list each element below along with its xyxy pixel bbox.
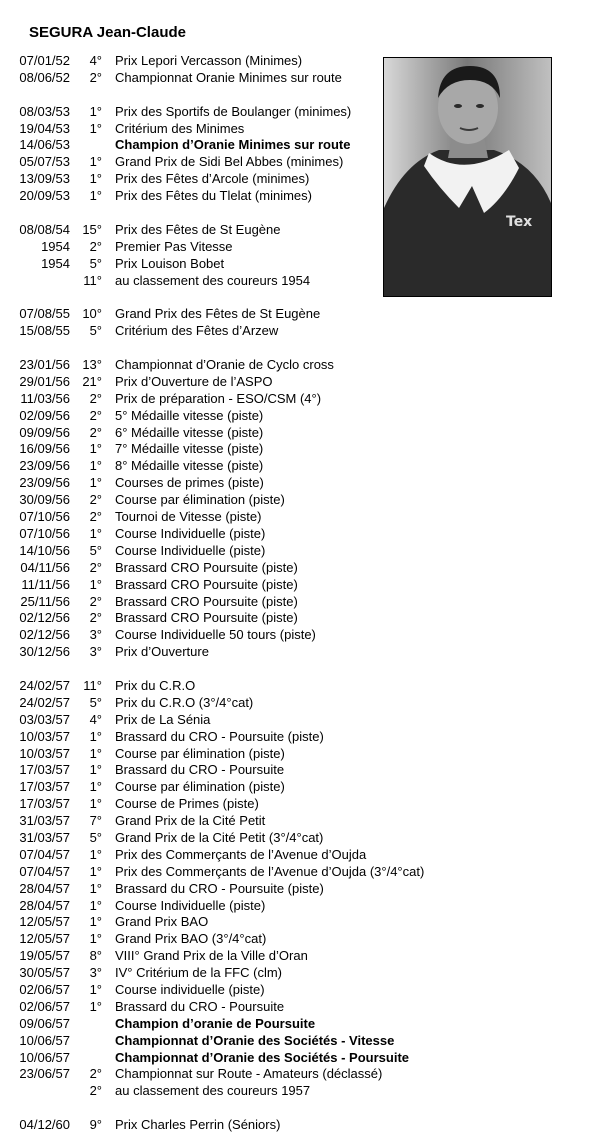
result-event: VIII° Grand Prix de la Ville d’Oran (115, 948, 308, 964)
result-row (0, 492, 595, 509)
result-event: Grand Prix de la Cité Petit (3°/4°cat) (115, 829, 324, 845)
result-event: Prix de La Sénia (115, 711, 211, 727)
result-row (0, 999, 595, 1016)
result-place: 2° (89, 238, 102, 254)
result-place: 1° (89, 880, 102, 896)
result-row (0, 1033, 595, 1050)
result-event: Tournoi de Vitesse (piste) (115, 509, 262, 525)
result-row (0, 357, 595, 374)
result-place: 21° (82, 373, 102, 389)
result-row (0, 1016, 595, 1033)
result-date: 23/09/56 (19, 475, 70, 491)
result-event: Brassard du CRO - Poursuite (piste) (115, 880, 324, 896)
result-row (0, 391, 595, 408)
result-place: 1° (89, 171, 102, 187)
result-event: Brassard du CRO - Poursuite (piste) (115, 728, 324, 744)
result-row (0, 543, 595, 560)
result-row (0, 796, 595, 813)
result-event: Championnat d’Oranie des Sociétés - Poursuite (115, 1049, 410, 1065)
result-place: 2° (89, 1083, 102, 1099)
result-date: 10/03/57 (19, 745, 70, 761)
result-event: Champion d’oranie de Poursuite (115, 1015, 316, 1031)
result-row (0, 644, 595, 661)
result-date: 04/12/60 (19, 1117, 70, 1133)
result-place: 1° (89, 745, 102, 761)
result-date: 12/05/57 (19, 931, 70, 947)
result-event: au classement des coureurs 1954 (115, 272, 311, 288)
result-date: 17/03/57 (19, 762, 70, 778)
result-event: Course Individuelle 50 tours (piste) (115, 627, 316, 643)
result-date: 24/02/57 (19, 694, 70, 710)
result-place: 2° (89, 593, 102, 609)
result-event: au classement des coureurs 1957 (115, 1083, 311, 1099)
result-row (0, 898, 595, 915)
result-row (0, 425, 595, 442)
result-place: 2° (89, 390, 102, 406)
result-date: 08/08/54 (19, 221, 70, 237)
result-row (0, 441, 595, 458)
result-date: 23/06/57 (19, 1066, 70, 1082)
result-event: Grand Prix de la Cité Petit (115, 813, 266, 829)
result-date: 07/01/52 (19, 53, 70, 68)
result-row (0, 864, 595, 881)
result-place: 3° (89, 644, 102, 660)
result-event: Prix Lepori Vercasson (Minimes) (115, 53, 303, 68)
result-place: 11° (83, 677, 102, 693)
result-date: 23/01/56 (19, 357, 70, 373)
result-event: Brassard du CRO - Poursuite (115, 998, 285, 1014)
result-place: 1° (89, 897, 102, 913)
result-date: 07/08/55 (19, 306, 70, 322)
result-event: Critérium des Minimes (115, 120, 245, 136)
result-row (0, 1083, 595, 1100)
result-date: 25/11/56 (20, 593, 70, 609)
result-place: 13° (82, 357, 102, 373)
result-date: 30/12/56 (19, 644, 70, 660)
result-event: Grand Prix BAO (3°/4°cat) (115, 931, 267, 947)
result-row (0, 374, 595, 391)
result-row (0, 746, 595, 763)
result-event: Championnat d’Oranie de Cyclo cross (115, 357, 334, 373)
result-event: Brassard du CRO - Poursuite (115, 762, 285, 778)
result-place: 5° (89, 542, 102, 558)
result-place: 7° (89, 813, 102, 829)
result-event: Brassard CRO Poursuite (piste) (115, 610, 298, 626)
result-event: Prix des Fêtes d’Arcole (minimes) (115, 171, 310, 187)
result-event: Prix Louison Bobet (115, 255, 225, 271)
result-date: 02/09/56 (19, 407, 70, 423)
result-row (0, 948, 595, 965)
result-place: 1° (89, 441, 102, 457)
result-event: Courses de primes (piste) (115, 475, 264, 491)
result-row (0, 729, 595, 746)
result-date: 07/10/56 (19, 509, 70, 525)
result-event: Course Individuelle (piste) (115, 542, 266, 558)
result-place: 4° (89, 53, 102, 68)
result-row (0, 323, 595, 340)
result-place: 3° (89, 627, 102, 643)
result-date: 31/03/57 (19, 813, 70, 829)
result-event: Brassard CRO Poursuite (piste) (115, 593, 298, 609)
result-event: Prix d’Ouverture de l’ASPO (115, 373, 273, 389)
result-event: Prix du C.R.O (115, 677, 196, 693)
result-place: 1° (89, 458, 102, 474)
result-row (0, 1117, 595, 1134)
spacer (0, 661, 595, 678)
result-date: 10/03/57 (19, 728, 70, 744)
result-place: 10° (82, 306, 102, 322)
result-place: 2° (89, 69, 102, 85)
result-event: Prix Charles Perrin (Séniors) (115, 1117, 281, 1133)
result-event: Brassard CRO Poursuite (piste) (115, 559, 298, 575)
result-row (0, 779, 595, 796)
result-place: 1° (89, 981, 102, 997)
result-event: IV° Critérium de la FFC (clm) (115, 965, 282, 981)
result-place: 2° (89, 407, 102, 423)
result-event: Prix des Fêtes de St Eugène (115, 221, 281, 237)
result-row (0, 509, 595, 526)
result-row (0, 306, 595, 323)
result-place: 1° (89, 475, 102, 491)
result-place: 2° (89, 1066, 102, 1082)
result-place: 1° (89, 762, 102, 778)
result-row (0, 847, 595, 864)
spacer (0, 1100, 595, 1117)
result-date: 17/03/57 (19, 796, 70, 812)
result-place: 9° (89, 1117, 102, 1133)
result-event: Prix des Commerçants de l’Avenue d’Oujda (3°/4°cat) (115, 863, 425, 879)
result-place: 1° (89, 779, 102, 795)
result-row (0, 982, 595, 999)
result-row (0, 712, 595, 729)
result-event: 7° Médaille vitesse (piste) (115, 441, 264, 457)
result-place: 5° (89, 694, 102, 710)
spacer (0, 340, 595, 357)
result-row (0, 830, 595, 847)
result-event: Course Individuelle (piste) (115, 897, 266, 913)
result-date: 10/06/57 (19, 1032, 70, 1048)
result-place: 5° (89, 829, 102, 845)
result-place: 1° (89, 120, 102, 136)
result-place: 1° (89, 863, 102, 879)
result-date: 08/03/53 (19, 103, 70, 119)
result-date: 15/08/55 (19, 323, 70, 339)
result-row (0, 594, 595, 611)
result-event: Grand Prix BAO (115, 914, 209, 930)
result-date: 17/03/57 (19, 779, 70, 795)
result-date: 07/04/57 (19, 846, 70, 862)
result-date: 30/05/57 (19, 965, 70, 981)
result-place: 1° (89, 846, 102, 862)
result-event: Prix du C.R.O (3°/4°cat) (115, 694, 254, 710)
result-row (0, 475, 595, 492)
result-date: 24/02/57 (19, 677, 70, 693)
result-date: 13/09/53 (19, 171, 70, 187)
result-place: 2° (89, 492, 102, 508)
result-place: 4° (89, 711, 102, 727)
result-event: Course par élimination (piste) (115, 492, 285, 508)
result-row (0, 610, 595, 627)
result-place: 3° (89, 965, 102, 981)
result-event: Prix d’Ouverture (115, 644, 209, 660)
result-date: 1954 (41, 255, 70, 271)
result-event: Course par élimination (piste) (115, 779, 285, 795)
result-row (0, 1066, 595, 1083)
result-event: Course par élimination (piste) (115, 745, 285, 761)
result-date: 19/04/53 (19, 120, 70, 136)
result-event: Critérium des Fêtes d’Arzew (115, 323, 279, 339)
result-place: 1° (89, 154, 102, 170)
result-date: 04/11/56 (20, 559, 70, 575)
result-place: 1° (89, 796, 102, 812)
result-event: Grand Prix de Sidi Bel Abbes (minimes) (115, 154, 344, 170)
result-row (0, 458, 595, 475)
result-row (0, 813, 595, 830)
result-row (0, 881, 595, 898)
cyclist-photo (383, 57, 552, 297)
result-place: 8° (89, 948, 102, 964)
result-date: 28/04/57 (19, 897, 70, 913)
result-row (0, 1050, 595, 1067)
result-date: 09/09/56 (19, 424, 70, 440)
result-date: 11/11/56 (21, 576, 70, 592)
result-place: 2° (89, 509, 102, 525)
result-date: 02/06/57 (19, 981, 70, 997)
result-event: 8° Médaille vitesse (piste) (115, 458, 264, 474)
result-date: 03/03/57 (19, 711, 70, 727)
result-row (0, 762, 595, 779)
result-date: 30/09/56 (19, 492, 70, 508)
result-row (0, 931, 595, 948)
jersey-text: Tex (506, 214, 533, 230)
result-row (0, 678, 595, 695)
result-date: 02/06/57 (19, 998, 70, 1014)
result-row (0, 526, 595, 543)
result-date: 23/09/56 (19, 458, 70, 474)
result-place: 1° (89, 576, 102, 592)
result-event: Prix de préparation - ESO/CSM (4°) (115, 390, 322, 406)
result-event: Prix des Sportifs de Boulanger (minimes) (115, 103, 352, 119)
result-event: Course Individuelle (piste) (115, 525, 266, 541)
page-title: SEGURA Jean-Claude (29, 24, 186, 41)
result-event: Prix des Commerçants de l’Avenue d’Oujda (115, 846, 367, 862)
result-date: 20/09/53 (19, 188, 70, 204)
result-event: Champion d’Oranie Minimes sur route (115, 137, 351, 153)
result-place: 5° (89, 323, 102, 339)
result-date: 14/10/56 (19, 542, 70, 558)
result-row (0, 627, 595, 644)
result-date: 28/04/57 (19, 880, 70, 896)
result-date: 07/10/56 (19, 525, 70, 541)
result-place: 15° (82, 221, 102, 237)
result-event: Championnat Oranie Minimes sur route (115, 69, 342, 85)
result-place: 1° (89, 728, 102, 744)
result-place: 1° (89, 188, 102, 204)
result-date: 12/05/57 (19, 914, 70, 930)
result-event: Prix des Fêtes du Tlelat (minimes) (115, 188, 312, 204)
result-date: 29/01/56 (19, 373, 70, 389)
result-event: Championnat d’Oranie des Sociétés - Vitesse (115, 1032, 395, 1048)
result-place: 5° (89, 255, 102, 271)
result-place: 1° (89, 525, 102, 541)
result-event: Premier Pas Vitesse (115, 238, 233, 254)
result-date: 11/03/56 (20, 390, 70, 406)
result-date: 14/06/53 (19, 137, 70, 153)
result-event: Course de Primes (piste) (115, 796, 259, 812)
result-row (0, 560, 595, 577)
result-date: 02/12/56 (19, 610, 70, 626)
result-event: Grand Prix des Fêtes de St Eugène (115, 306, 321, 322)
result-date: 16/09/56 (19, 441, 70, 457)
result-row (0, 695, 595, 712)
result-date: 07/04/57 (19, 863, 70, 879)
result-place: 1° (89, 931, 102, 947)
result-date: 05/07/53 (19, 154, 70, 170)
result-date: 10/06/57 (19, 1049, 70, 1065)
result-date: 19/05/57 (19, 948, 70, 964)
result-place: 1° (89, 103, 102, 119)
result-date: 31/03/57 (19, 829, 70, 845)
result-row (0, 914, 595, 931)
result-row (0, 408, 595, 425)
result-place: 11° (83, 272, 102, 288)
result-place: 2° (89, 424, 102, 440)
result-place: 2° (89, 610, 102, 626)
result-row (0, 577, 595, 594)
result-event: Brassard CRO Poursuite (piste) (115, 576, 298, 592)
result-row (0, 965, 595, 982)
result-date: 08/06/52 (19, 69, 70, 85)
result-place: 1° (89, 914, 102, 930)
result-date: 02/12/56 (19, 627, 70, 643)
result-event: Championnat sur Route - Amateurs (déclassé) (115, 1066, 383, 1082)
result-date: 09/06/57 (19, 1015, 70, 1031)
result-date: 1954 (41, 238, 70, 254)
result-event: Course individuelle (piste) (115, 981, 265, 997)
result-event: 5° Médaille vitesse (piste) (115, 407, 264, 423)
result-event: 6° Médaille vitesse (piste) (115, 424, 264, 440)
result-place: 2° (89, 559, 102, 575)
result-place: 1° (89, 998, 102, 1014)
